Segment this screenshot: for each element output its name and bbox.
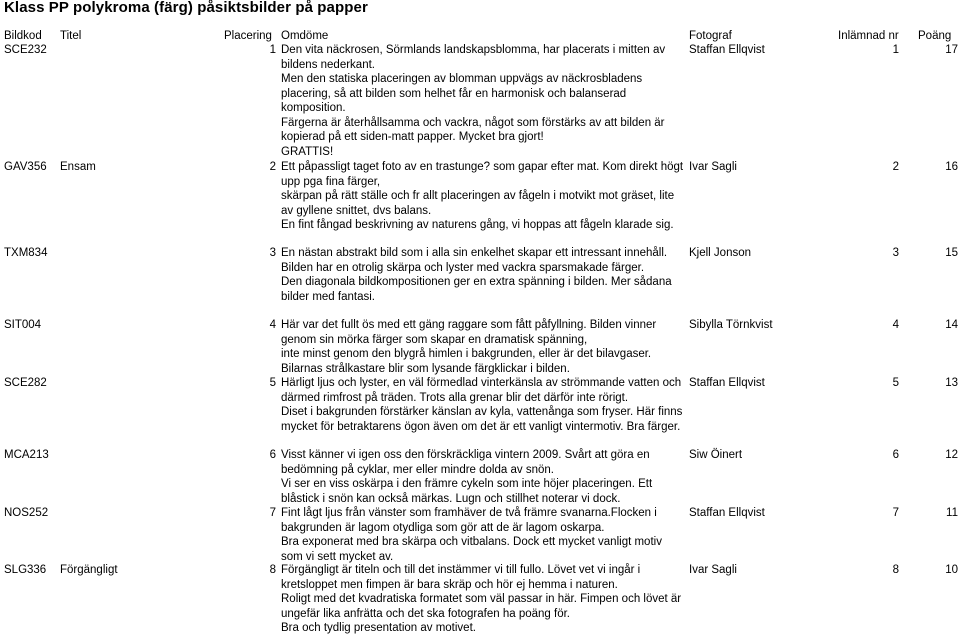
omdome-line: En nästan abstrakt bild som i alla sin enkelhet skapar ett intressant innehåll.	[281, 247, 668, 259]
poang-cell: 14	[945, 319, 958, 331]
poang-cell: 10	[945, 564, 958, 576]
inlamnad-nr-cell: 3	[892, 247, 899, 259]
omdome-cell	[281, 318, 656, 376]
header-placering: Placering	[224, 30, 272, 42]
inlamnad-nr-cell: 2	[892, 161, 899, 173]
omdome-cell	[281, 246, 672, 304]
omdome-line: placering, så att bilden som helhet får en harmonisk och balanserad	[281, 87, 627, 100]
inlamnad-nr-cell: 7	[892, 507, 899, 519]
poang-cell: 13	[945, 377, 958, 389]
fotograf-cell: Staffan Ellqvist	[689, 507, 765, 519]
omdome-line: Härligt ljus och lyster, en väl förmedlad vinterkänsla av strömmande vatten och	[281, 377, 682, 389]
omdome-line: Diset i bakgrunden förstärker känslan av kyla, vattenånga som fryser. Här finns	[281, 406, 683, 418]
placering-cell: 1	[269, 44, 276, 56]
fotograf-cell: Staffan Ellqvist	[689, 44, 765, 56]
bildkod-cell: GAV356	[4, 161, 47, 173]
omdome-line: Men den statiska placeringen av blomman uppvägs av näckrosbladens	[281, 73, 643, 85]
omdome-line: kretsloppet men fimpen är bara skräp och hör ej hemma i naturen.	[281, 578, 618, 591]
bildkod-cell: SCE282	[4, 377, 47, 389]
omdome-line: Bra och tydlig presentation av motivet.	[281, 622, 476, 634]
omdome-line: GRATTIS!	[281, 145, 334, 158]
placering-cell: 5	[269, 377, 276, 389]
fotograf-cell: Ivar Sagli	[689, 161, 737, 173]
placering-cell: 2	[269, 161, 276, 173]
header-inlamnad-nr: Inlämnad nr	[838, 30, 899, 42]
omdome-line: Färgerna är återhållsamma och vackra, något som förstärks av att bilden är	[281, 116, 665, 129]
inlamnad-nr-cell: 6	[892, 449, 899, 461]
omdome-line: bilder med fantasi.	[281, 290, 375, 303]
omdome-cell	[281, 563, 681, 636]
omdome-line: En fint fångad beskrivning av naturens gång, vi hoppas att fågeln klarade sig.	[281, 219, 674, 231]
omdome-line: av gyllene snittet, dvs balans.	[281, 204, 432, 217]
omdome-line: Förgängligt är titeln och till det instämmer vi till fullo. Lövet vet vi ingår i	[281, 564, 641, 576]
inlamnad-nr-cell: 1	[892, 44, 899, 56]
omdome-line: Roligt med det kvadratiska formatet som väl passar in här. Fimpen och lövet är	[281, 593, 682, 605]
poang-cell: 11	[946, 507, 958, 519]
fotograf-cell: Ivar Sagli	[689, 564, 737, 576]
poang-cell: 12	[945, 449, 958, 461]
omdome-line: Bilarnas strålkastare blir som lysande färgklickar i bilden.	[281, 362, 570, 375]
omdome-line: genom sin mörka färger som skapar en dramatisk spänning,	[281, 333, 588, 346]
omdome-line: bedömning på cyklar, mer eller mindre dolda av snön.	[281, 463, 554, 476]
bildkod-cell: SLG336	[4, 564, 47, 576]
inlamnad-nr-cell: 5	[892, 377, 899, 389]
titel-cell: Ensam	[60, 161, 96, 173]
omdome-line: Bra exponerat med bra skärpa och vitbalans. Dock ett mycket vanligt motiv	[281, 536, 662, 548]
placering-cell: 6	[269, 449, 276, 461]
omdome-cell	[281, 506, 662, 564]
omdome-cell	[281, 376, 682, 434]
table-header	[0, 29, 960, 43]
placering-cell: 8	[269, 564, 276, 576]
omdome-line: bildens nederkant.	[281, 58, 375, 71]
omdome-line: Visst känner vi igen oss den förskräckliga vintern 2009. Svårt att göra en	[281, 449, 650, 461]
page-title: Klass PP polykroma (färg) påsiktsbilder på papper	[4, 0, 368, 16]
placering-cell: 7	[269, 507, 276, 519]
poang-cell: 17	[945, 44, 958, 56]
omdome-line: därmed rimfrost på träden. Trots alla grenar blir det därför inte rörigt.	[281, 391, 629, 404]
omdome-line: Den diagonala bildkompositionen ger en extra spänning i bilden. Mer sådana	[281, 276, 672, 288]
omdome-line: Vi ser en viss oskärpa i den främre cykeln som inte höjer placeringen. Ett	[281, 478, 653, 490]
inlamnad-nr-cell: 8	[892, 564, 899, 576]
header-titel: Titel	[60, 30, 82, 42]
placering-cell: 3	[269, 247, 276, 259]
titel-cell: Förgängligt	[60, 564, 118, 576]
header-fotograf: Fotograf	[689, 30, 732, 42]
omdome-line: mycket för betraktarens ögon även om det är ett vanligt vintermotiv. Bra färger.	[281, 420, 681, 433]
inlamnad-nr-cell: 4	[892, 319, 899, 331]
omdome-line: Den vita näckrosen, Sörmlands landskapsblomma, har placerats i mitten av	[281, 44, 666, 56]
bildkod-cell: MCA213	[4, 449, 49, 461]
omdome-line: blåstick i snön kan också märkas. Lugn och stillhet noterar vi dock.	[281, 492, 621, 505]
poang-cell: 15	[945, 247, 958, 259]
bildkod-cell: SIT004	[4, 319, 42, 331]
placering-cell: 4	[269, 319, 276, 331]
fotograf-cell: Sibylla Törnkvist	[689, 319, 773, 331]
fotograf-cell: Kjell Jonson	[689, 247, 752, 259]
bildkod-cell: SCE232	[4, 44, 47, 56]
fotograf-cell: Siw Öinert	[689, 449, 743, 461]
omdome-line: komposition.	[281, 102, 346, 114]
omdome-line: Bilden har en otrolig skärpa och lyster med vackra sparsmakade färger.	[281, 261, 645, 274]
omdome-line: kopierad på ett siden-matt papper. Mycket bra gjort!	[281, 131, 544, 143]
omdome-line: upp pga fina färger,	[281, 175, 381, 188]
omdome-line: Här var det fullt ös med ett gäng raggare som fått påfyllning. Bilden vinner	[281, 319, 657, 331]
fotograf-cell: Staffan Ellqvist	[689, 377, 765, 389]
omdome-cell	[281, 448, 652, 506]
omdome-line: inte minst genom den blygrå himlen i bakgrunden, eller är det bilavgaser.	[281, 348, 652, 360]
omdome-line: bakgrunden är lagom otydliga som gör att de är lagom oskarpa.	[281, 521, 605, 534]
omdome-line: skärpan på rätt ställe och fr allt placeringen av fågeln i motvikt mot gräset, lite	[281, 190, 675, 202]
omdome-cell	[281, 43, 665, 159]
omdome-line: Ett påpassligt taget foto av en trastunge? som gapar efter mat. Kom direkt högt	[281, 161, 684, 173]
header-bildkod: Bildkod	[4, 30, 42, 42]
header-poang: Poäng	[918, 30, 952, 42]
omdome-line: ungefär lika anfrätta och det ska fotografen ha poäng för.	[281, 607, 570, 620]
header-omdome: Omdöme	[281, 30, 329, 42]
omdome-line: som vi sett mycket av.	[281, 550, 394, 563]
bildkod-cell: NOS252	[4, 507, 49, 519]
poang-cell: 16	[945, 161, 958, 173]
omdome-cell	[281, 160, 683, 233]
bildkod-cell: TXM834	[4, 247, 48, 259]
omdome-line: Fint lågt ljus från vänster som framhäver de två främre svanarna.Flocken i	[281, 507, 657, 519]
